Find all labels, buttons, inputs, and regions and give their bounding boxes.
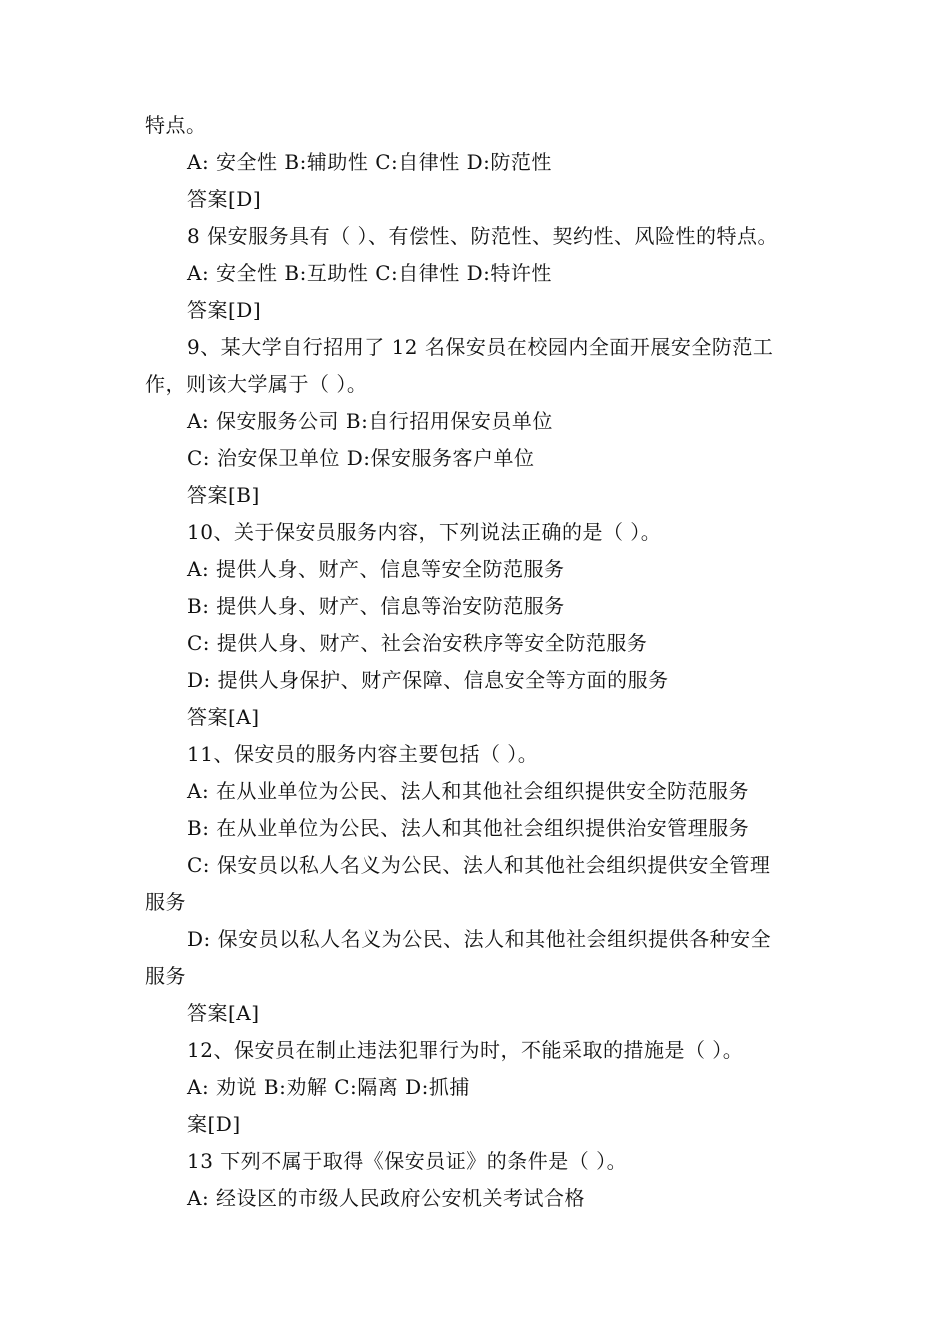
text-line: B: 提供人身、财产、信息等治安防范服务: [187, 594, 565, 618]
text-line: 作，则该大学属于（ ）。: [145, 372, 368, 396]
text-line: 答案[D]: [187, 187, 262, 211]
text-line: 8 保安服务具有（ ）、有偿性、防范性、契约性、风险性的特点。: [187, 224, 778, 248]
text-line: A: 劝说 B:劝解 C:隔离 D:抓捕: [187, 1075, 470, 1099]
text-line: 12、保安员在制止违法犯罪行为时，不能采取的措施是（ ）。: [187, 1038, 744, 1062]
text-line: 9、某大学自行招用了 12 名保安员在校园内全面开展安全防范工: [187, 335, 774, 359]
text-line: 10、关于保安员服务内容，下列说法正确的是（ ）。: [187, 520, 662, 544]
text-line: A: 安全性 B:辅助性 C:自律性 D:防范性: [187, 150, 552, 174]
text-line: A: 提供人身、财产、信息等安全防范服务: [187, 557, 565, 581]
text-line: A: 保安服务公司 B:自行招用保安员单位: [187, 409, 553, 433]
text-line: 答案[A]: [187, 1001, 260, 1025]
text-line: A: 安全性 B:互助性 C:自律性 D:特许性: [187, 261, 552, 285]
text-line: C: 治安保卫单位 D:保安服务客户单位: [187, 446, 535, 470]
text-line: A: 在从业单位为公民、法人和其他社会组织提供安全防范服务: [187, 779, 750, 803]
text-line: C: 保安员以私人名义为公民、法人和其他社会组织提供安全管理: [187, 853, 771, 877]
text-line: D: 保安员以私人名义为公民、法人和其他社会组织提供各种安全: [187, 927, 772, 951]
text-line: 答案[D]: [187, 298, 262, 322]
document-body: [145, 107, 825, 1217]
text-line: C: 提供人身、财产、社会治安秩序等安全防范服务: [187, 631, 648, 655]
text-line: B: 在从业单位为公民、法人和其他社会组织提供治安管理服务: [187, 816, 750, 840]
text-line: 答案[B]: [187, 483, 260, 507]
text-line: 特点。: [145, 113, 207, 137]
text-line: 11、保安员的服务内容主要包括（ ）。: [187, 742, 539, 766]
text-line: 案[D]: [187, 1112, 241, 1136]
text-line: 服务: [145, 890, 186, 914]
text-line: 答案[A]: [187, 705, 260, 729]
text-line: 服务: [145, 964, 186, 988]
text-line: D: 提供人身保护、财产保障、信息安全等方面的服务: [187, 668, 669, 692]
text-line: 13 下列不属于取得《保安员证》的条件是（ ）。: [187, 1149, 628, 1173]
text-line: A: 经设区的市级人民政府公安机关考试合格: [187, 1186, 586, 1210]
